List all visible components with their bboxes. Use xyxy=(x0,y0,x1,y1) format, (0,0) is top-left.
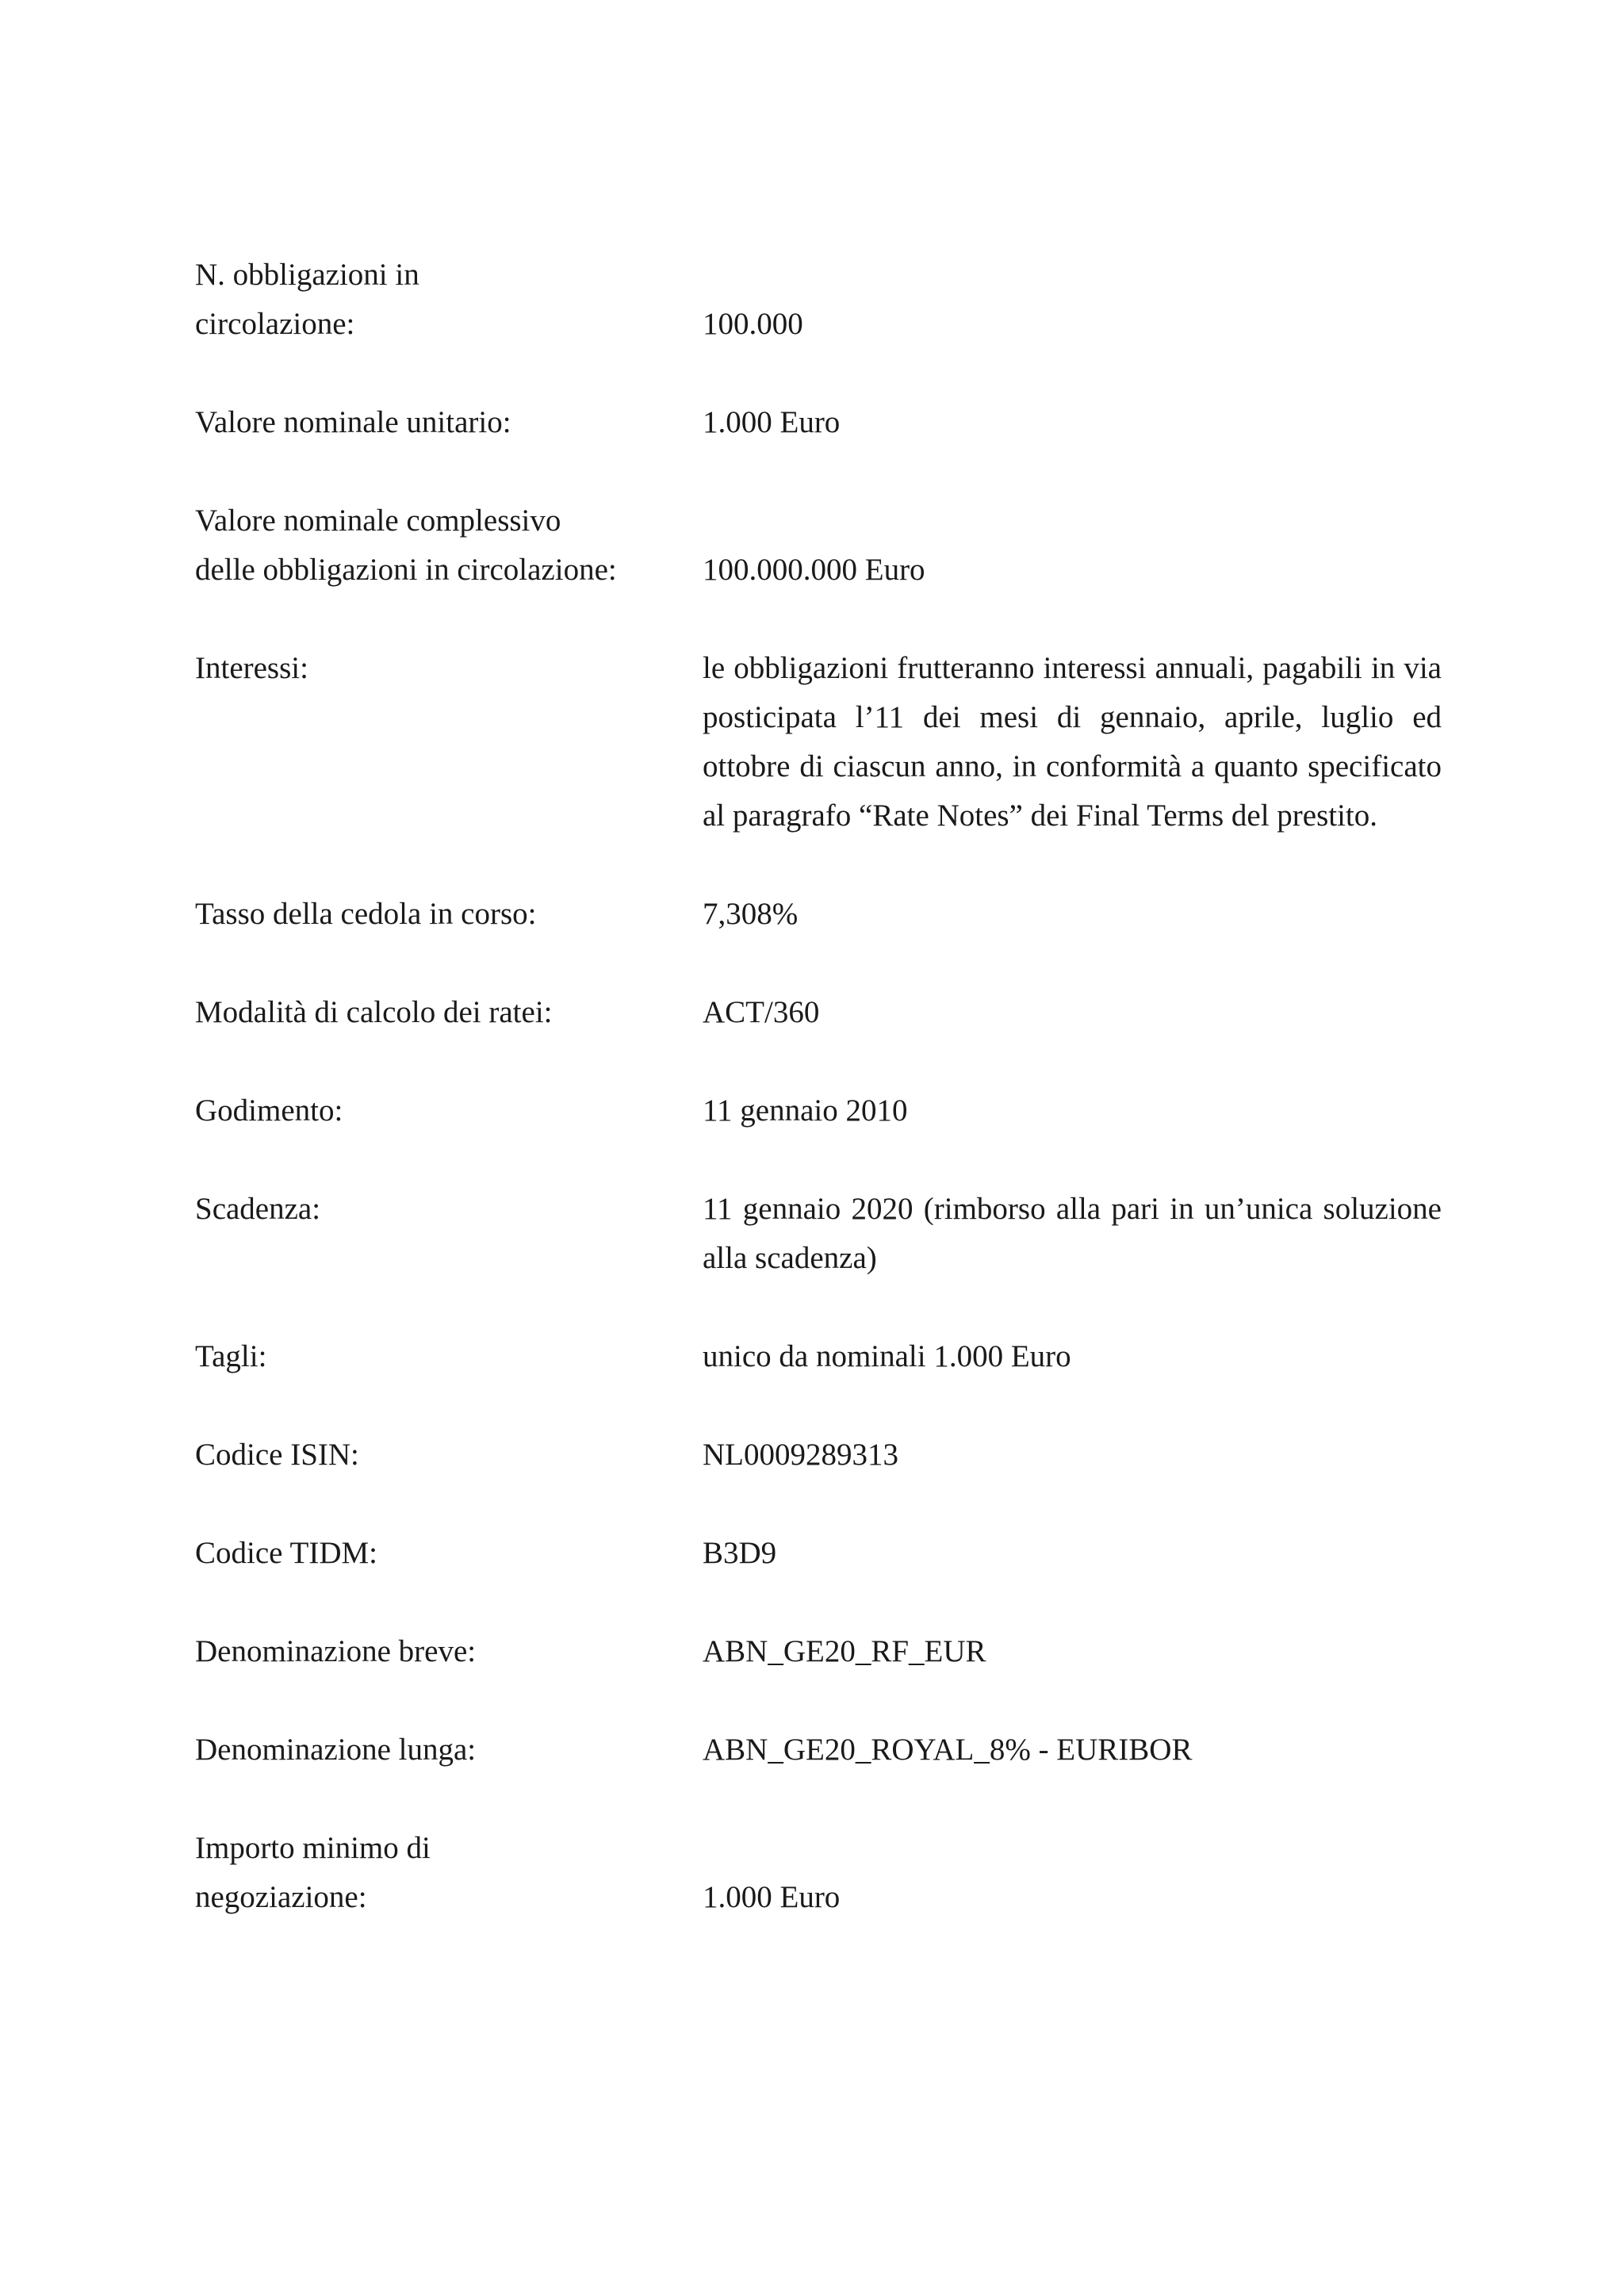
field-row-modalita-calcolo xyxy=(195,988,1442,1037)
field-row-n-obbligazioni xyxy=(195,251,1442,349)
field-value: 11 gennaio 2010 xyxy=(703,1093,908,1128)
field-row-denominazione-lunga xyxy=(195,1725,1442,1775)
field-row-godimento xyxy=(195,1086,1442,1136)
field-label xyxy=(195,1529,703,1578)
field-value: le obbligazioni frutteranno interessi annuali, pagabili in via posticipata l’11 dei mesi di gennaio, aprile, luglio ed ottobre di ciascun anno, in conformità a quanto specificato al paragrafo “Rate Notes” dei Final Terms del prestito. xyxy=(703,651,1442,833)
field-label xyxy=(195,1627,703,1676)
field-label xyxy=(195,1332,703,1381)
field-label-line: negoziazione: xyxy=(195,1880,367,1914)
field-label-line: delle obbligazioni in circolazione: xyxy=(195,553,617,587)
field-row-valore-nominale-unitario xyxy=(195,398,1442,447)
field-label xyxy=(195,644,703,693)
field-value: 1.000 Euro xyxy=(703,405,841,439)
field-row-codice-isin xyxy=(195,1430,1442,1480)
field-row-tasso-cedola xyxy=(195,890,1442,939)
field-row-tagli xyxy=(195,1332,1442,1381)
field-label-line: circolazione: xyxy=(195,307,355,341)
field-label-line: Interessi: xyxy=(195,651,308,685)
field-label xyxy=(195,1086,703,1136)
field-label-line: Tagli: xyxy=(195,1339,267,1373)
field-value: B3D9 xyxy=(703,1536,777,1570)
field-label-line: Godimento: xyxy=(195,1093,343,1128)
field-label-line: Tasso della cedola in corso: xyxy=(195,897,537,931)
field-label-line: Denominazione breve: xyxy=(195,1634,477,1668)
field-value: NL0009289313 xyxy=(703,1438,898,1472)
field-label xyxy=(195,496,703,595)
field-row-scadenza xyxy=(195,1185,1442,1283)
field-label xyxy=(195,398,703,447)
field-label xyxy=(195,1725,703,1775)
field-row-interessi xyxy=(195,644,1442,841)
field-value: ACT/360 xyxy=(703,995,820,1029)
field-label xyxy=(195,988,703,1037)
field-label xyxy=(195,251,703,349)
field-label-line: Valore nominale unitario: xyxy=(195,405,511,439)
field-label-line: Importo minimo di xyxy=(195,1831,431,1865)
field-row-denominazione-breve xyxy=(195,1627,1442,1676)
field-value: unico da nominali 1.000 Euro xyxy=(703,1339,1071,1373)
field-label-line: Denominazione lunga: xyxy=(195,1733,477,1767)
field-label-line: N. obbligazioni in xyxy=(195,258,419,292)
field-row-valore-nominale-complessivo xyxy=(195,496,1442,595)
field-value: 100.000 xyxy=(703,307,803,341)
field-value: ABN_GE20_ROYAL_8% - EURIBOR xyxy=(703,1733,1193,1767)
field-label xyxy=(195,1824,703,1922)
field-value: 11 gennaio 2020 (rimborso alla pari in un’unica soluzione alla scadenza) xyxy=(703,1192,1442,1275)
field-label-line: Codice ISIN: xyxy=(195,1438,359,1472)
field-value: 7,308% xyxy=(703,897,799,931)
field-value: 1.000 Euro xyxy=(703,1880,841,1914)
field-label-line: Codice TIDM: xyxy=(195,1536,378,1570)
field-row-importo-minimo xyxy=(195,1824,1442,1922)
document-body xyxy=(195,251,1442,1971)
field-value: 100.000.000 Euro xyxy=(703,553,925,587)
field-label xyxy=(195,890,703,939)
field-label-line: Valore nominale complessivo xyxy=(195,504,561,538)
field-row-codice-tidm xyxy=(195,1529,1442,1578)
field-label xyxy=(195,1185,703,1234)
field-label xyxy=(195,1430,703,1480)
field-label-line: Modalità di calcolo dei ratei: xyxy=(195,995,553,1029)
field-value: ABN_GE20_RF_EUR xyxy=(703,1634,986,1668)
field-label-line: Scadenza: xyxy=(195,1192,321,1226)
